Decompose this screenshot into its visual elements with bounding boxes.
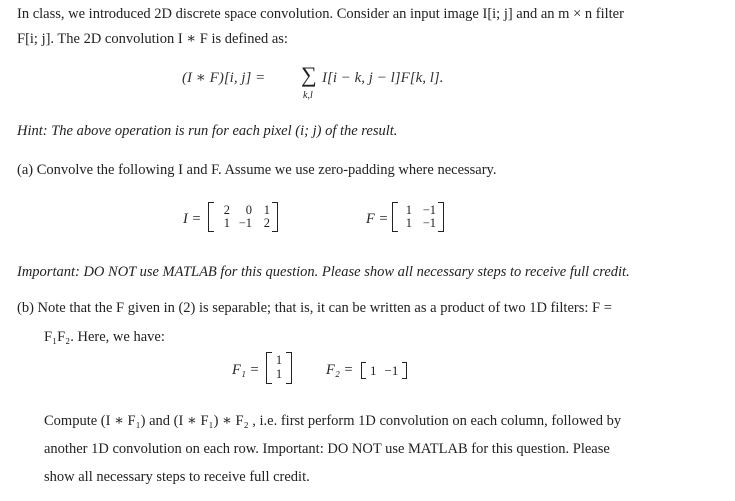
matrix-cell: 1 bbox=[405, 203, 412, 217]
matrix-cell: 1 bbox=[275, 353, 283, 367]
important-note-a: Important: DO NOT use MATLAB for this question. Please show all necessary steps to receive full credit. bbox=[17, 264, 630, 280]
matrix-cell: 1 bbox=[275, 367, 283, 381]
compute-line-3: show all necessary steps to receive full credit. bbox=[44, 469, 310, 485]
matrix-cell: −1 bbox=[384, 362, 399, 378]
vector-f1-cells bbox=[272, 354, 286, 382]
matrix-cell: 0 bbox=[245, 203, 252, 217]
matrix-cell: −1 bbox=[422, 216, 436, 230]
matrix-f-cells bbox=[398, 204, 438, 230]
matrix-cell: 2 bbox=[223, 203, 230, 217]
matrix-cell: 1 bbox=[370, 362, 377, 378]
vector-f1 bbox=[266, 352, 292, 384]
matrix-f-label: F = bbox=[366, 211, 389, 227]
matrix-cell: 1 bbox=[223, 216, 230, 230]
vector-f2-cells bbox=[366, 363, 402, 379]
vector-f1-label: F₁ = bbox=[232, 362, 260, 378]
vector-f2-label: F₂ = bbox=[326, 362, 354, 378]
matrix-i bbox=[208, 202, 278, 232]
intro-line-1: In class, we introduced 2D discrete space convolution. Consider an input image I[i; j] and an m × n filter bbox=[17, 6, 624, 22]
matrix-cell: 1 bbox=[405, 216, 412, 230]
matrix-i-label: I = bbox=[183, 211, 202, 227]
matrix-cell: −1 bbox=[422, 203, 436, 217]
matrix-cell: −1 bbox=[238, 216, 252, 230]
formula-sum-index: k,l bbox=[303, 90, 313, 101]
matrix-right-bracket bbox=[286, 352, 292, 384]
part-a-text: (a) Convolve the following I and F. Assume we use zero-padding where necessary. bbox=[17, 162, 497, 178]
formula-rhs: I[i − k, j − l]F[k, l]. bbox=[322, 70, 444, 86]
formula-sum-symbol: ∑ bbox=[301, 62, 317, 87]
vector-f2 bbox=[361, 362, 407, 379]
part-b-line-2: F₁F₂. Here, we have: bbox=[44, 329, 165, 345]
matrix-cell: 2 bbox=[263, 216, 270, 230]
formula-lhs: (I ∗ F)[i, j] = bbox=[182, 70, 266, 86]
intro-line-2: F[i; j]. The 2D convolution I ∗ F is defined as: bbox=[17, 31, 288, 47]
matrix-right-bracket bbox=[272, 202, 278, 232]
compute-line-1: Compute (I ∗ F₁) and (I ∗ F₁) ∗ F₂ , i.e. first perform 1D convolution on each column, followed by bbox=[44, 413, 622, 429]
matrix-right-bracket bbox=[402, 362, 407, 379]
hint-text: Hint: The above operation is run for each pixel (i; j) of the result. bbox=[17, 123, 398, 139]
part-b-line-1: (b) Note that the F given in (2) is separable; that is, it can be written as a product of two 1D filters: F = bbox=[17, 300, 612, 316]
matrix-right-bracket bbox=[438, 202, 444, 232]
matrix-cell: 1 bbox=[263, 203, 270, 217]
matrix-f bbox=[392, 202, 444, 232]
compute-line-2: another 1D convolution on each row. Important: DO NOT use MATLAB for this question. Please bbox=[44, 441, 610, 457]
matrix-i-cells bbox=[214, 204, 272, 230]
